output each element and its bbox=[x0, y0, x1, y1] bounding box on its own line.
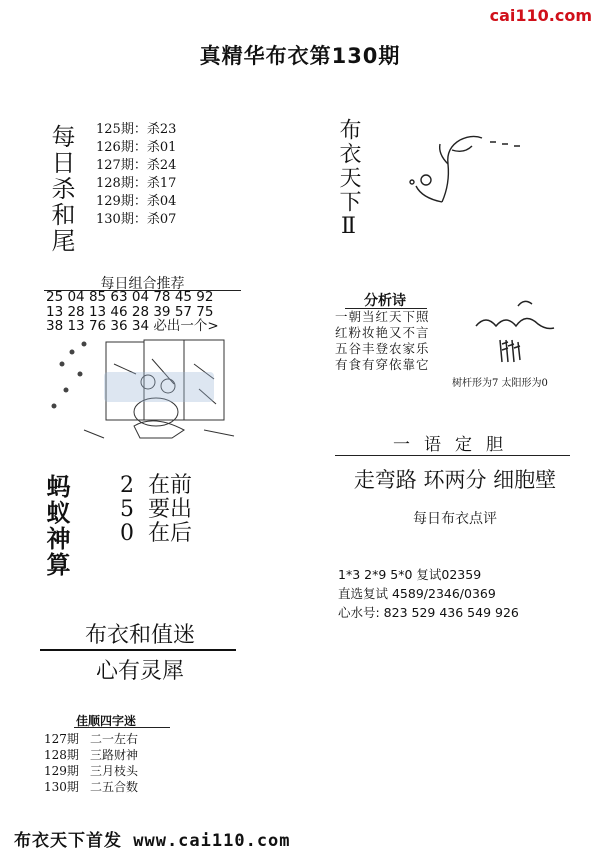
list-item bbox=[44, 763, 138, 779]
riddle-text: 二五合数 bbox=[90, 780, 139, 794]
list-item: 五谷丰登农家乐 bbox=[335, 341, 430, 356]
period: 129期 bbox=[44, 764, 79, 778]
list-item: 126期：杀01 bbox=[96, 140, 177, 155]
scholar-illustration bbox=[44, 334, 244, 446]
list-item: 直选复试 4589/2346/0369 bbox=[338, 586, 496, 601]
list-item: 128期：杀17 bbox=[96, 176, 177, 191]
ant-calc-label: 蚂蚁神算 bbox=[42, 474, 70, 578]
ant-text: 在后 bbox=[148, 521, 193, 546]
ant-text: 在前 bbox=[148, 473, 193, 498]
daily-review-title: 每日布衣点评 bbox=[413, 511, 497, 527]
motto-divider bbox=[335, 455, 570, 456]
list-item: 127期：杀24 bbox=[96, 158, 177, 173]
list-item bbox=[44, 731, 138, 747]
ant-num: 2 bbox=[120, 473, 134, 498]
buyi-label: 布衣天下Ⅱ bbox=[336, 118, 361, 241]
motto-text: 走弯路 环两分 细胞壁 bbox=[353, 468, 557, 492]
page-title: 真精华布衣第130期 bbox=[199, 44, 401, 68]
list-item: 一朝当红天下照 bbox=[335, 309, 430, 324]
list-item: 有食有穿依靠它 bbox=[335, 357, 430, 372]
poem-title: 分析诗 bbox=[364, 293, 406, 309]
four-char-title: 佳顺四字迷 bbox=[76, 714, 137, 728]
combo-title: 每日组合推荐 bbox=[100, 276, 185, 292]
site-badge: cai110.com bbox=[489, 6, 592, 25]
riddle-text: 三路财神 bbox=[90, 748, 139, 762]
daily-kill-list bbox=[96, 121, 176, 229]
branch-sketch bbox=[402, 124, 522, 224]
poem-hint: 树杆形为7 太阳形为0 bbox=[452, 378, 548, 389]
list-item bbox=[120, 522, 192, 546]
poem-lines bbox=[335, 309, 430, 373]
ant-text: 要出 bbox=[148, 497, 193, 522]
list-item: 130期：杀07 bbox=[96, 212, 177, 227]
grass-sketch bbox=[470, 296, 560, 368]
daily-kill-label: 每日杀和尾 bbox=[47, 124, 75, 254]
ant-calc-lines bbox=[120, 474, 192, 546]
period: 128期 bbox=[44, 748, 79, 762]
list-item bbox=[44, 747, 138, 763]
four-char-list bbox=[44, 731, 138, 795]
daily-review-lines bbox=[338, 565, 519, 622]
list-item bbox=[44, 779, 138, 795]
list-item: 红粉妆艳又不言 bbox=[335, 325, 430, 340]
combo-numbers bbox=[46, 290, 219, 334]
riddle-answer: 心有灵犀 bbox=[95, 659, 184, 684]
list-item: 1*3 2*9 5*0 复试02359 bbox=[338, 567, 482, 582]
ant-num: 5 bbox=[120, 497, 134, 522]
motto-title: 一语定胆 bbox=[393, 435, 517, 455]
list-item bbox=[120, 474, 192, 498]
riddle-text: 三月枝头 bbox=[90, 764, 139, 778]
riddle-text: 二一左右 bbox=[90, 732, 139, 746]
list-item: 129期：杀04 bbox=[96, 194, 177, 209]
list-item: 125期：杀23 bbox=[96, 122, 177, 137]
ant-num: 0 bbox=[120, 521, 134, 546]
footer-site: 布衣天下首发 www.cai110.com bbox=[14, 831, 291, 851]
list-item: 13 28 13 46 28 39 57 75 bbox=[46, 303, 214, 320]
period: 127期 bbox=[44, 732, 79, 746]
list-item: 38 13 76 36 34 必出一个> bbox=[46, 318, 219, 334]
list-item bbox=[120, 498, 192, 522]
riddle-title: 布衣和值迷 bbox=[84, 623, 195, 648]
four-char-divider bbox=[74, 727, 170, 728]
list-item: 心水号: 823 529 436 549 926 bbox=[338, 605, 519, 620]
period: 130期 bbox=[44, 780, 79, 794]
list-item: 25 04 85 63 04 78 45 92 bbox=[46, 289, 214, 305]
riddle-divider bbox=[40, 649, 236, 651]
